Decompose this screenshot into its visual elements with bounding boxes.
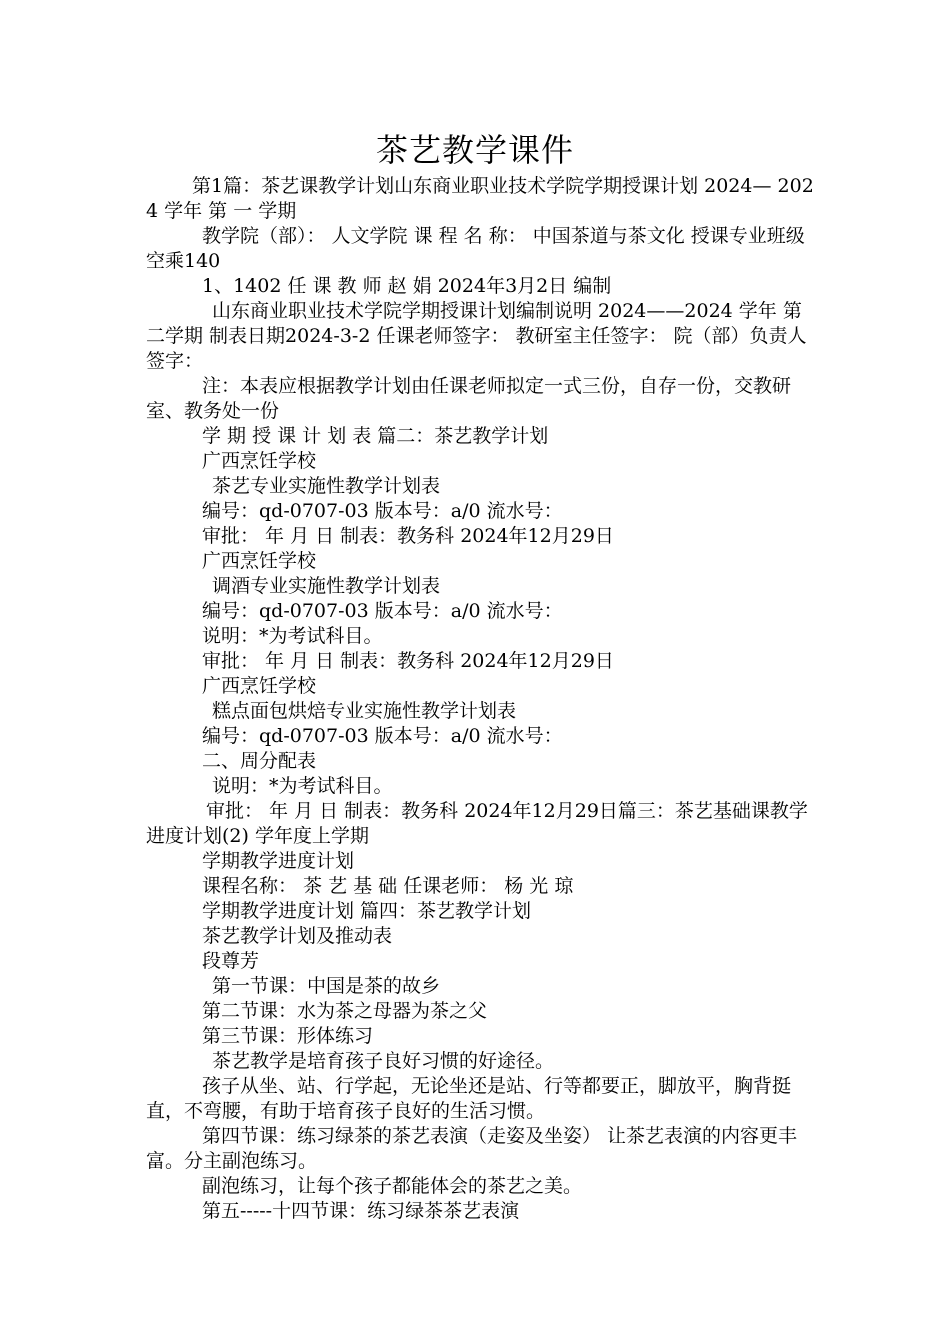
paragraph: 第二节课：水为茶之母器为茶之父 <box>202 1000 488 1022</box>
paragraph: 课程名称： 茶 艺 基 础 任课老师： 杨 光 琼 <box>202 875 574 897</box>
paragraph: 学期教学进度计划 <box>202 850 355 872</box>
paragraph: 注：本表应根据教学计划由任课老师拟定一式三份，自存一份，交教研室、教务处一份 <box>146 375 792 422</box>
paragraph: 孩子从坐、站、行学起，无论坐还是站、行等都要正，脚放平，胸背挺直，不弯腰，有助于培育孩子良好的生活习惯。 <box>146 1075 792 1122</box>
paragraph: 编号：qd-0707-03 版本号：a/0 流水号： <box>202 600 563 622</box>
paragraph: 第四节课：练习绿茶的茶艺表演（走姿及坐姿） 让茶艺表演的内容更丰富。分主副泡练习。 <box>146 1125 798 1172</box>
paragraph: 说明：*为考试科目。 <box>212 775 393 797</box>
paragraph: 学期教学进度计划 篇四：茶艺教学计划 <box>202 900 532 922</box>
paragraph: 审批： 年 月 日 制表：教务科 2024年12月29日篇三：茶艺基础课教学进度计划(2) 学年度上学期 <box>146 800 808 847</box>
paragraph: 糕点面包烘焙专业实施性教学计划表 <box>212 700 517 722</box>
paragraph: 第五-----十四节课：练习绿茶茶艺表演 <box>202 1200 520 1222</box>
paragraph: 广西烹饪学校 <box>202 550 317 572</box>
paragraph: 1、1402 任 课 教 师 赵 娟 2024年3月2日 编制 <box>202 275 612 297</box>
paragraph: 第一节课：中国是茶的故乡 <box>212 975 441 997</box>
paragraph: 广西烹饪学校 <box>202 450 317 472</box>
document-body <box>146 174 818 1224</box>
paragraph: 广西烹饪学校 <box>202 675 317 697</box>
paragraph: 山东商业职业技术学院学期授课计划编制说明 2024——2024 学年 第二学期 制表日期2024-3-2 任课老师签字： 教研室主任签字： 院（部）负责人签字： <box>146 300 807 372</box>
paragraph: 说明：*为考试科目。 <box>202 625 383 647</box>
paragraph: 编号：qd-0707-03 版本号：a/0 流水号： <box>202 725 563 747</box>
paragraph: 第三节课：形体练习 <box>202 1025 374 1047</box>
paragraph: 教学院（部）： 人文学院 课 程 名 称： 中国茶道与茶文化 授课专业班级 空乘140 <box>146 225 805 272</box>
paragraph: 第1篇：茶艺课教学计划山东商业职业技术学院学期授课计划 2024— 2024 学年 第 一 学期 <box>146 175 814 222</box>
paragraph: 茶艺教学是培育孩子良好习惯的好途径。 <box>212 1050 555 1072</box>
paragraph: 段尊芳 <box>202 950 260 972</box>
paragraph: 副泡练习，让每个孩子都能体会的茶艺之美。 <box>202 1175 583 1197</box>
paragraph: 审批： 年 月 日 制表：教务科 2024年12月29日 <box>202 650 614 672</box>
paragraph: 审批： 年 月 日 制表：教务科 2024年12月29日 <box>202 525 614 547</box>
paragraph: 学 期 授 课 计 划 表 篇二：茶艺教学计划 <box>202 425 549 447</box>
paragraph: 二、周分配表 <box>202 750 317 772</box>
document-title: 茶艺教学课件 <box>375 131 574 169</box>
paragraph: 茶艺教学计划及推动表 <box>202 925 393 947</box>
paragraph: 编号：qd-0707-03 版本号：a/0 流水号： <box>202 500 563 522</box>
paragraph: 茶艺专业实施性教学计划表 <box>212 475 441 497</box>
paragraph: 调酒专业实施性教学计划表 <box>212 575 441 597</box>
